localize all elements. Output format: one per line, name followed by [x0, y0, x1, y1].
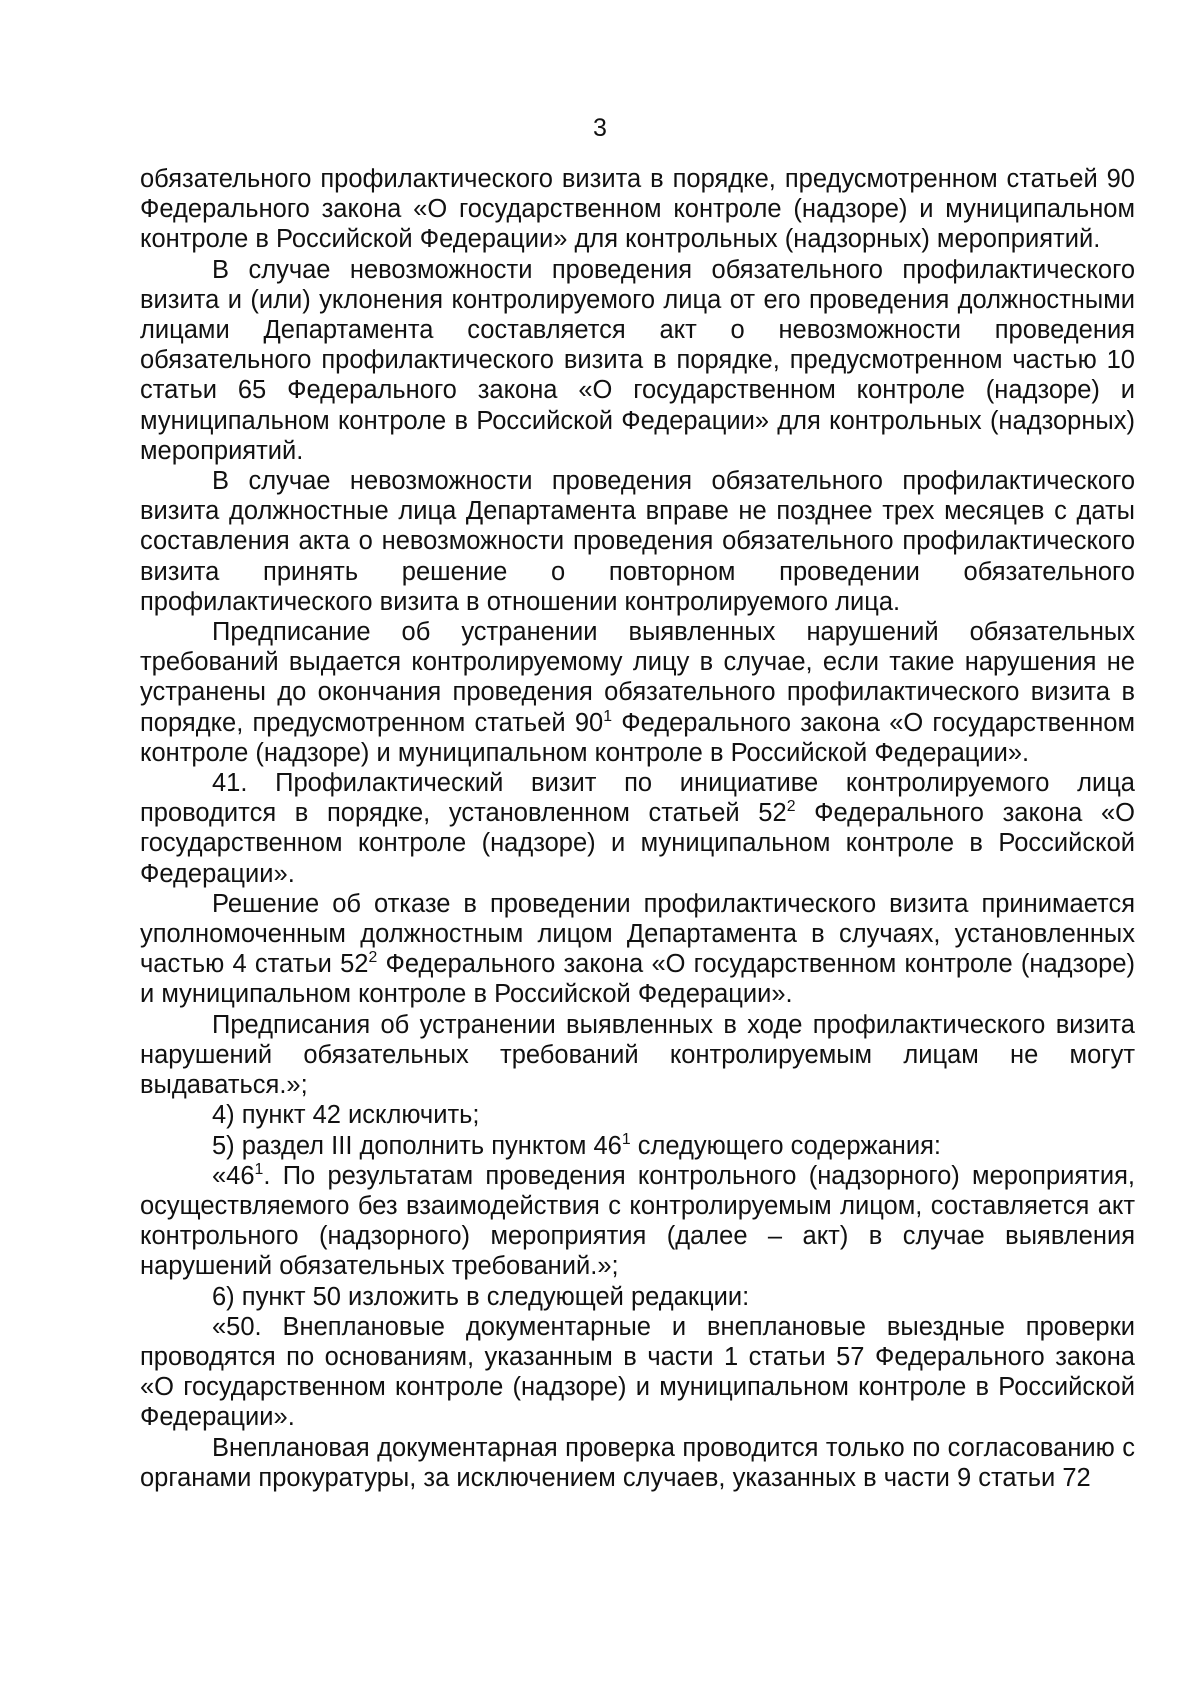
document-body	[140, 164, 1135, 1493]
paragraph-amendment-5	[140, 1131, 1135, 1161]
paragraph-amendment-6: 6) пункт 50 изложить в следующей редакции:	[212, 1282, 750, 1311]
text-segment: 5) раздел III дополнить пунктом 46	[212, 1131, 622, 1160]
text-segment: Федерального закона «О государственном контроле (надзоре) и муниципальном контроле в Российской Федерации».	[140, 799, 1135, 888]
paragraph-item-41	[140, 768, 1135, 889]
paragraph-continuation: обязательного профилактического визита в порядке, предусмотренном статьей 90 Федерального закона «О государственном контроле (надзоре) и муниципальном контроле в Российской Федерации» для контрольных (надзорных) мероприятий.	[140, 165, 1135, 254]
text-segment: Предписание об устранении выявленных нарушений обязательных требований выдается контролируемому лицу в случае, если такие нарушения не устранены до окончания проведения обязательного профилактического визита в порядке, предусмотренном статьей 90	[140, 618, 1135, 737]
paragraph-no-prescriptions: Предписания об устранении выявленных в ходе профилактического визита нарушений обязательных требований контролируемым лицам не могут выдаваться.»;	[140, 1010, 1135, 1100]
paragraph-refusal-decision	[140, 889, 1135, 1010]
paragraph-item-50: «50. Внеплановые документарные и внеплановые выездные проверки проводятся по основаниям, указанным в части 1 статьи 57 Федерального закона «О государственном контроле (надзоре) и муниципальном контроле в Российской Федерации».	[140, 1312, 1135, 1432]
page-number: 3	[593, 114, 607, 142]
superscript: 1	[603, 707, 613, 725]
text-segment: . По результатам проведения контрольного (надзорного) мероприятия, осуществляемого без взаимодействия с контролируемым лицом, составляется акт контрольного (надзорного) мероприятия (далее – акт) в случае выявления нарушений обязательных требований.»;	[140, 1161, 1135, 1281]
superscript: 2	[368, 949, 378, 967]
paragraph-documentary-inspection: Внеплановая документарная проверка проводится только по согласованию с органами прокуратуры, за исключением случаев, указанных в части 9 статьи 72	[140, 1433, 1135, 1492]
text-segment: 41. Профилактический визит по инициативе контролируемого лица проводится в порядке, установленном статьей 52	[140, 769, 1135, 828]
paragraph-prescription	[140, 617, 1135, 768]
paragraph-item-46-1	[140, 1161, 1135, 1282]
text-segment: Федерального закона «О государственном контроле (надзоре) и муниципальном контроле в Российской Федерации».	[140, 708, 1135, 767]
text-segment: Федерального закона «О государственном контроле (надзоре) и муниципальном контроле в Российской Федерации».	[140, 950, 1135, 1009]
text-segment: «46	[212, 1161, 255, 1190]
paragraph-act-of-impossibility: В случае невозможности проведения обязательного профилактического визита и (или) уклонения контролируемого лица от его проведения должностными лицами Департамента составляется акт о невозможности проведения обязательного профилактического визита в порядке, предусмотренном частью 10 статьи 65 Федерального закона «О государственном контроле (надзоре) и муниципальном контроле в Российской Федерации» для контрольных (надзорных) мероприятий.	[140, 255, 1135, 465]
superscript: 1	[254, 1160, 264, 1178]
paragraph-repeat-visit: В случае невозможности проведения обязательного профилактического визита должностные лица Департамента вправе не позднее трех месяцев с даты составления акта о невозможности проведения обязательного профилактического визита принять решение о повторном проведении обязательного профилактического визита в отношении контролируемого лица.	[140, 467, 1135, 616]
superscript: 1	[621, 1130, 631, 1148]
paragraph-amendment-4: 4) пункт 42 исключить;	[212, 1101, 480, 1130]
text-segment: следующего содержания:	[630, 1131, 942, 1160]
text-segment: Решение об отказе в проведении профилактического визита принимается уполномоченным должностным лицом Департамента в случаях, установленных частью 4 статьи 52	[140, 889, 1135, 979]
superscript: 2	[786, 798, 796, 816]
